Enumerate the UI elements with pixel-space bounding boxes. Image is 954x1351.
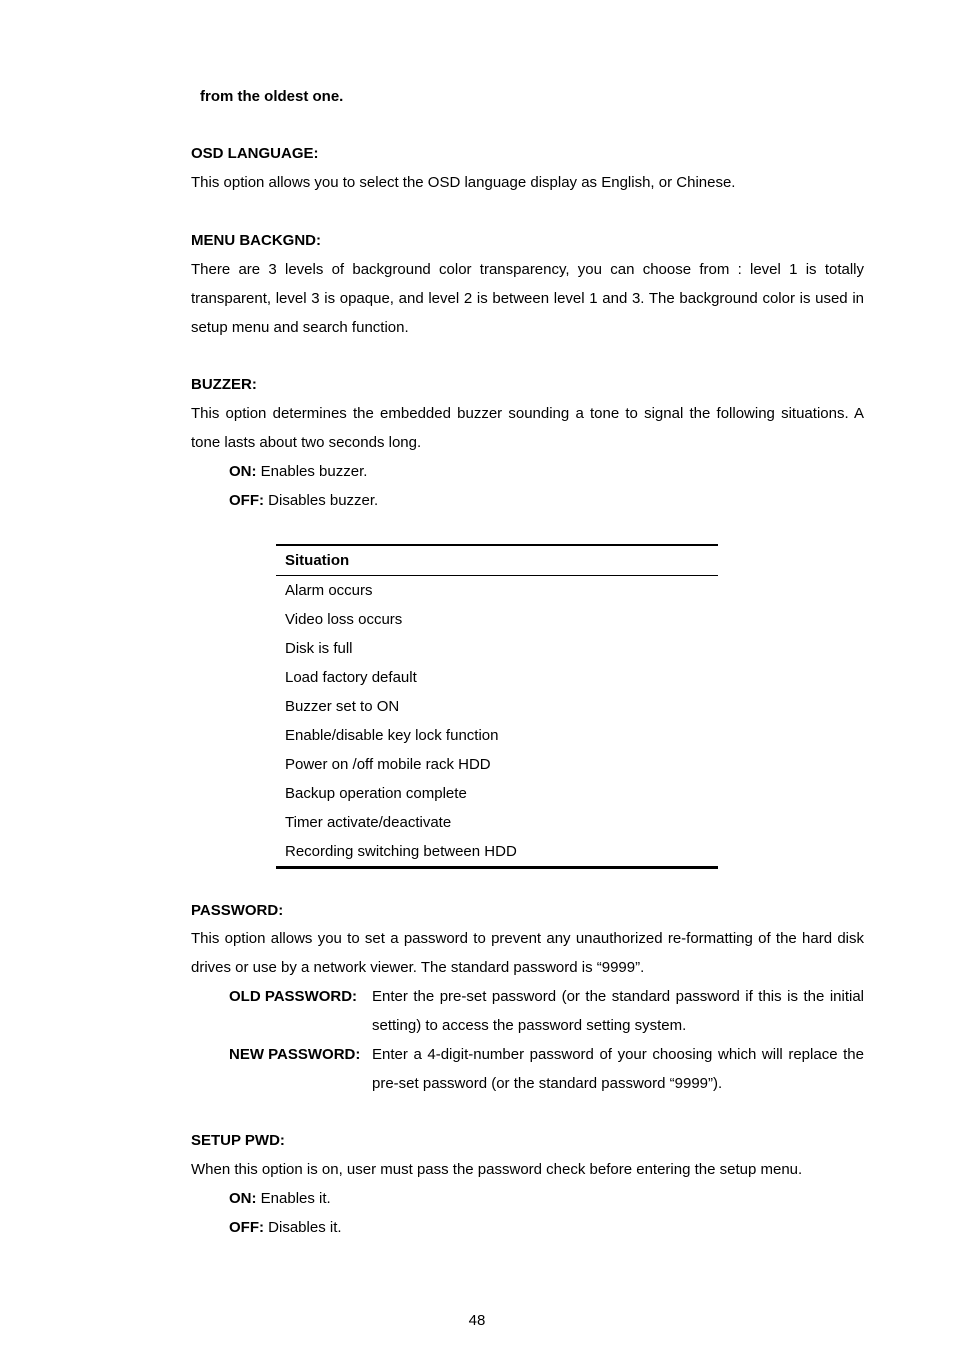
setup-pwd-on-item [229, 1190, 331, 1208]
table-row: Disk is full [285, 640, 353, 657]
buzzer-on-label: ON: [229, 463, 257, 480]
situation-table [276, 544, 718, 869]
password-heading: PASSWORD: [191, 902, 284, 919]
page-number: 48 [468, 1312, 486, 1329]
new-password-def [229, 1040, 864, 1098]
new-password-label: NEW PASSWORD: [229, 1046, 361, 1063]
password-text: This option allows you to set a password to prevent any unauthorized re-formatting of the hard disk drives or use by a network viewer. The standard password is “9999”. [191, 930, 864, 976]
table-row: Recording switching between HDD [285, 843, 517, 860]
osd-language-heading: OSD LANGUAGE: [191, 145, 319, 162]
table-row: Enable/disable key lock function [285, 727, 499, 744]
new-password-text: Enter a 4-digit-number password of your choosing which will replace the pre-set password (or the standard password “9999”). [372, 1046, 864, 1092]
table-header: Situation [276, 546, 718, 576]
menu-backgnd-text: There are 3 levels of background color transparency, you can choose from : level 1 is totally transparent, level 3 is opaque, and level 2 is between level 1 and 3. The background color is used in setup menu and search function. [191, 261, 864, 336]
setup-pwd-off-item [229, 1219, 342, 1237]
setup-pwd-off-text: Disables it. [264, 1219, 342, 1236]
osd-language-text: This option allows you to select the OSD language display as English, or Chinese. [191, 174, 736, 191]
table-row: Power on /off mobile rack HDD [285, 756, 491, 773]
table-row: Alarm occurs [285, 582, 373, 599]
buzzer-on-item [229, 463, 367, 481]
table-row: Load factory default [285, 669, 417, 686]
old-password-text: Enter the pre-set password (or the standard password if this is the initial setting) to access the password setting system. [372, 988, 864, 1034]
menu-backgnd-heading: MENU BACKGND: [191, 232, 321, 249]
table-row: Buzzer set to ON [285, 698, 400, 715]
buzzer-off-text: Disables buzzer. [264, 492, 379, 509]
buzzer-text: This option determines the embedded buzzer sounding a tone to signal the following situations. A tone lasts about two seconds long. [191, 405, 864, 451]
intro-fragment: from the oldest one. [200, 88, 344, 105]
buzzer-off-item [229, 492, 378, 510]
buzzer-off-label: OFF: [229, 492, 264, 509]
setup-pwd-heading: SETUP PWD: [191, 1132, 285, 1149]
setup-pwd-text: When this option is on, user must pass the password check before entering the setup menu. [191, 1161, 803, 1178]
table-row: Video loss occurs [285, 611, 403, 628]
password-definitions [229, 982, 864, 1098]
old-password-label: OLD PASSWORD: [229, 988, 358, 1005]
setup-pwd-on-label: ON: [229, 1190, 257, 1207]
table-row: Backup operation complete [285, 785, 467, 802]
buzzer-on-text: Enables buzzer. [256, 463, 368, 480]
old-password-def [229, 982, 864, 1040]
setup-pwd-on-text: Enables it. [256, 1190, 331, 1207]
table-row: Timer activate/deactivate [285, 814, 452, 831]
setup-pwd-off-label: OFF: [229, 1219, 264, 1236]
buzzer-heading: BUZZER: [191, 376, 257, 393]
